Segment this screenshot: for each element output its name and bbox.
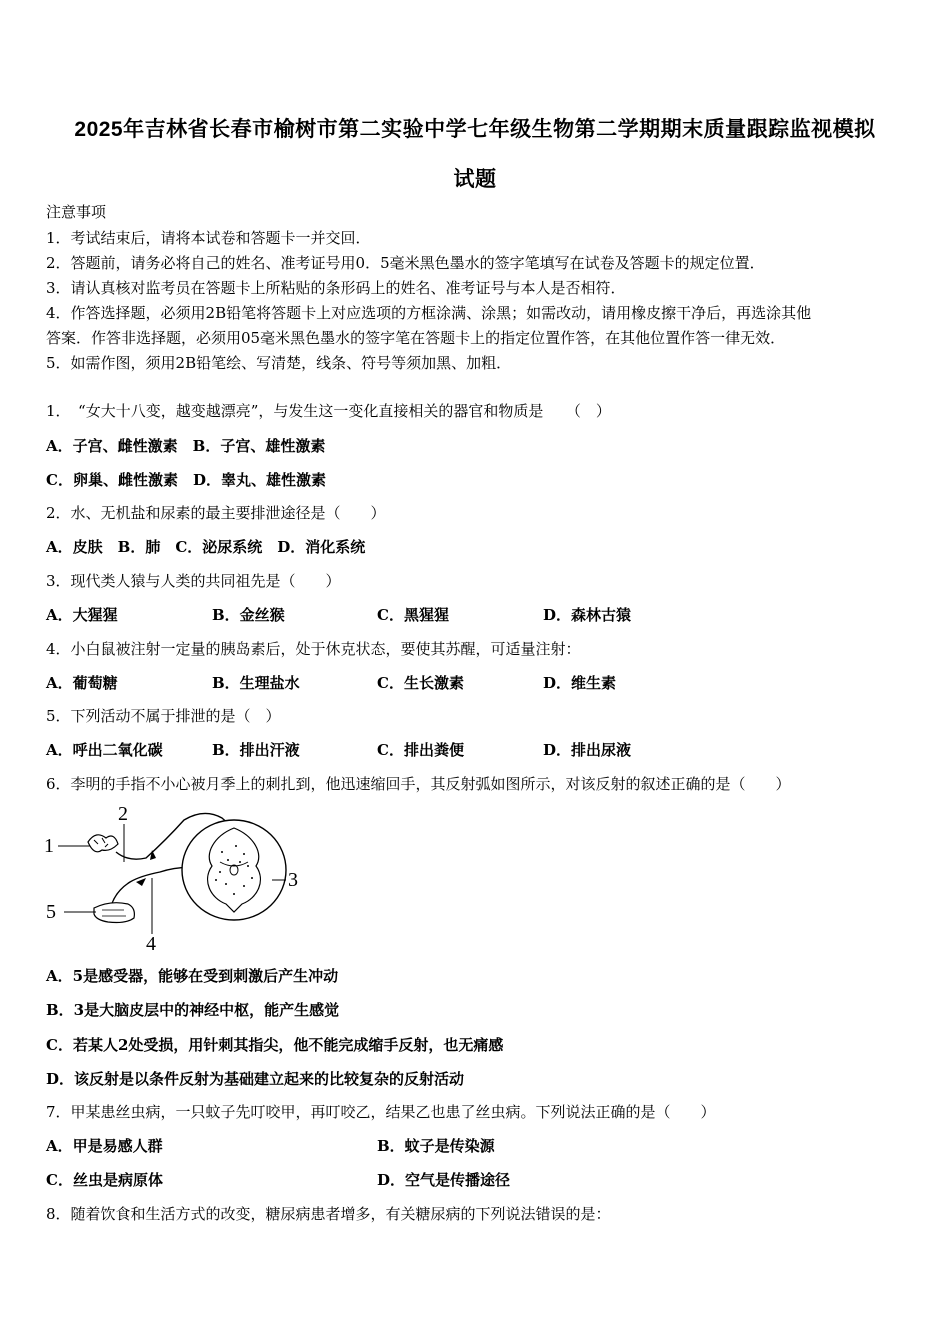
question-stem: 2．水、无机盐和尿素的最主要排泄途径是（ ） [46, 504, 386, 522]
label-4: 4 [146, 933, 156, 952]
option-a: A．5是感受器，能够在受到刺激后产生冲动 [46, 967, 339, 985]
question-stem: 1． “女大十八变，越变越漂亮”，与发生这一变化直接相关的器官和物质是 （ ） [46, 402, 611, 420]
label-3: 3 [288, 869, 298, 891]
option-b: B．3是大脑皮层中的神经中枢，能产生感觉 [46, 1001, 340, 1019]
option-c: C．排出粪便 [377, 741, 464, 759]
notice-item: 4．作答选择题，必须用2B铅笔将答题卡上对应选项的方框涂满、涂黑；如需改动，请用橡皮擦干净后，再选涂其他 [46, 304, 812, 322]
question-stem: 5．下列活动不属于排泄的是（ ） [46, 707, 281, 725]
option-d: D．排出尿液 [543, 741, 632, 759]
question-stem: 7．甲某患丝虫病，一只蚊子先叮咬甲，再叮咬乙，结果乙也患了丝虫病。下列说法正确的是（ ） [46, 1103, 716, 1121]
option-b: B．排出汗液 [212, 741, 300, 759]
notice-heading: 注意事项 [46, 203, 107, 221]
option-a: A．大猩猩 [46, 606, 118, 624]
question-stem: 6．李明的手指不小心被月季上的刺扎到，他迅速缩回手，其反射弧如图所示，对该反射的叙述正确的是（ ） [46, 775, 791, 793]
label-2: 2 [118, 803, 128, 825]
option-b: B．蚊子是传染源 [377, 1137, 495, 1155]
skin-receptor-shape [88, 835, 118, 852]
reflex-arc-figure [44, 800, 304, 952]
option-c: C．生长激素 [377, 674, 464, 692]
question-stem: 8．随着饮食和生活方式的改变，糖尿病患者增多，有关糖尿病的下列说法错误的是： [46, 1205, 611, 1223]
option-d: D．空气是传播途径 [377, 1171, 511, 1189]
option-c: C．若某人2处受损，用针刺其指尖，他不能完成缩手反射，也无痛感 [46, 1036, 504, 1054]
question-options: A．皮肤 B．肺 C．泌尿系统 D．消化系统 [46, 538, 366, 556]
question-stem: 4．小白鼠被注射一定量的胰岛素后，处于休克状态，要使其苏醒，可适量注射： [46, 640, 581, 658]
label-1: 1 [44, 835, 54, 857]
option-a: A．呼出二氧化碳 [46, 741, 163, 759]
option-d: D．森林古猿 [543, 606, 632, 624]
notice-item: 2．答题前，请务必将自己的姓名、准考证号用0．5毫米黑色墨水的签字笔填写在试卷及答题卡的规定位置． [46, 254, 765, 272]
question-stem: 3．现代类人猿与人类的共同祖先是（ ） [46, 572, 341, 590]
page-title: 2025年吉林省长春市榆树市第二实验中学七年级生物第二学期期末质量跟踪监视模拟 [74, 118, 876, 141]
notice-item: 3．请认真核对监考员在答题卡上所粘贴的条形码上的姓名、准考证号与本人是否相符． [46, 279, 626, 297]
notice-item: 5．如需作图，须用2B铅笔绘、写清楚，线条、符号等须加黑、加粗． [46, 354, 512, 372]
notice-item: 1．考试结束后，请将本试卷和答题卡一并交回． [46, 229, 371, 247]
option-a: A．葡萄糖 [46, 674, 118, 692]
option-a: A．甲是易感人群 [46, 1137, 163, 1155]
question-options: A．子宫、雌性激素 B．子宫、雄性激素 [46, 437, 326, 455]
arrow-left-icon [136, 878, 146, 886]
page-title-cont: 试题 [453, 168, 497, 191]
question-options: C．卵巢、雌性激素 D．睾丸、雄性激素 [46, 471, 326, 489]
option-d: D．维生素 [543, 674, 617, 692]
option-b: B．生理盐水 [212, 674, 300, 692]
option-c: C．黑猩猩 [377, 606, 449, 624]
label-5: 5 [46, 901, 56, 923]
effector-shape [94, 903, 134, 923]
notice-item: 答案．作答非选择题，必须用05毫米黑色墨水的签字笔在答题卡上的指定位置作答，在其他位置作答一律无效． [46, 329, 786, 347]
option-b: B．金丝猴 [212, 606, 285, 624]
option-d: D．该反射是以条件反射为基础建立起来的比较复杂的反射活动 [46, 1070, 465, 1088]
option-c: C．丝虫是病原体 [46, 1171, 163, 1189]
